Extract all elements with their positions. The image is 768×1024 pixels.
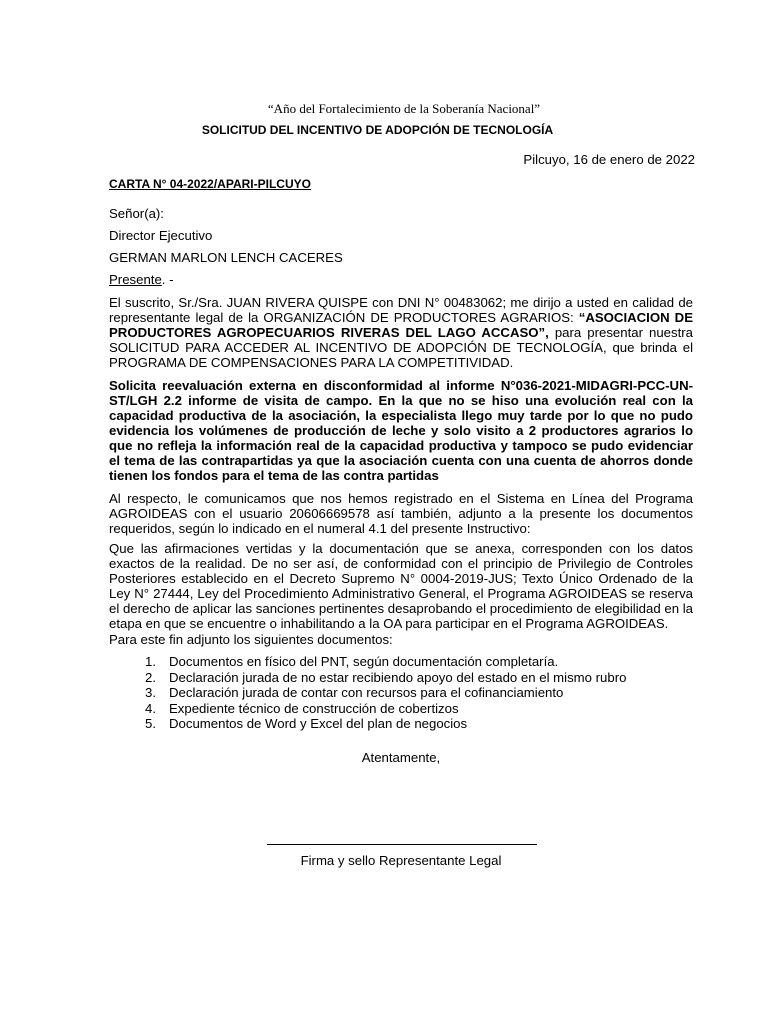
presente-word: Presente [109,272,162,287]
list-item [109,685,626,701]
list-item-number: 2. [145,669,156,685]
paragraph-attachments: Para este fin adjunto los siguientes documentos: [109,632,393,647]
list-item-text: Declaración jurada de contar con recursos para el cofinanciamiento [169,685,564,701]
signature-label: Firma y sello Representante Legal [300,853,502,868]
document-title: SOLICITUD DEL INCENTIVO DE ADOPCIÓN DE TECNOLOGÍA [201,123,554,137]
request-text: Solicita reevaluación externa en disconformidad al informe N°036-2021-MIDAGRI-PCC-UN-ST/LGH 2.2 informe de visita de campo. En la que no se hiso una evolución real con la capacidad productiva de la asociación, la especialista llego muy tarde por lo que no pudo evidencia los volúmenes de producción de leche y solo visito a 2 productores agrarios lo que no refleja la información real de la capacidad productiva y tampoco se pudo evidenciar el tema de las contrapartidas ya que la asociación cuenta con una cuenta de ahorros donde tienen los fondos para el tema de las contra partidas [109,378,693,483]
list-item-text: Declaración jurada de no estar recibiendo apoyo del estado en el mismo rubro [169,669,627,685]
recipient-position: Director Ejecutivo [109,228,213,243]
presente-line [109,272,174,287]
list-item-text: Expediente técnico de construcción de cobertizos [169,700,459,716]
list-item-number: 5. [145,716,156,732]
intro-text-c: para presentar nuestra SOLICITUD PARA ACCEDER AL INCENTIVO DE ADOPCIÓN DE TECNOLOGÍA, que brinda el PROGRAMA DE COMPENSACIONES PARA LA COMPETITIVIDAD. [109,325,693,370]
salutation: Señor(a): [109,206,164,221]
paragraph-request [109,378,693,483]
list-item-number: 1. [145,654,156,669]
paragraph-intro [109,295,693,370]
list-item [109,670,626,686]
list-item-text: Documentos de Word y Excel del plan de negocios [169,716,468,732]
letter-reference: CARTA N° 04-2022/APARI-PILCUYO [109,177,311,191]
signature-line [267,844,537,845]
list-item-text: Documentos en físico del PNT, según documentación completaría. [169,654,559,669]
list-item [109,716,626,732]
closing: Atentamente, [361,750,441,765]
association-name: “ASOCIACION DE PRODUCTORES AGROPECUARIOS RIVERAS DEL LAGO ACCASO”, [109,310,693,340]
paragraph-declaration: Que las afirmaciones vertidas y la documentación que se anexa, corresponden con los datos exactos de la realidad. De no ser así, de conformidad con el principio de Privilegio de Controles Posteriores establecido en el Decreto Supremo N° 0004-2019-JUS; Texto Único Ordenado de la Ley N° 27444, Ley del Procedimiento Administrativo General, el Programa AGROIDEAS se reserva el derecho de aplicar las sanciones pertinentes desaprobando el procedimiento de elegibilidad en la etapa en que se encuentre o inhabilitando a la OA para participar en el Programa AGROIDEAS. [109,541,693,631]
list-item [109,701,626,717]
letter-date: Pilcuyo, 16 de enero de 2022 [523,152,695,167]
presente-suffix: . - [161,272,174,287]
list-item [109,654,626,670]
list-item-number: 4. [145,700,156,716]
recipient-name: GERMAN MARLON LENCH CACERES [109,250,343,265]
documents-list [109,654,626,732]
year-motto: “Año del Fortalecimiento de la Soberanía Nacional” [267,101,541,116]
intro-text-a: El suscrito, Sr./Sra. JUAN RIVERA QUISPE con DNI N° 00483062; me dirijo a usted en calidad de representante legal de la ORGANIZACIÓN DE PRODUCTORES AGRARIOS: [109,295,693,325]
list-item-number: 3. [145,685,156,701]
paragraph-registration: Al respecto, le comunicamos que nos hemos registrado en el Sistema en Línea del Programa AGROIDEAS con el usuario 20606669578 así también, adjunto a la presente los documentos requeridos, según lo indicado en el numeral 4.1 del presente Instructivo: [109,491,693,536]
